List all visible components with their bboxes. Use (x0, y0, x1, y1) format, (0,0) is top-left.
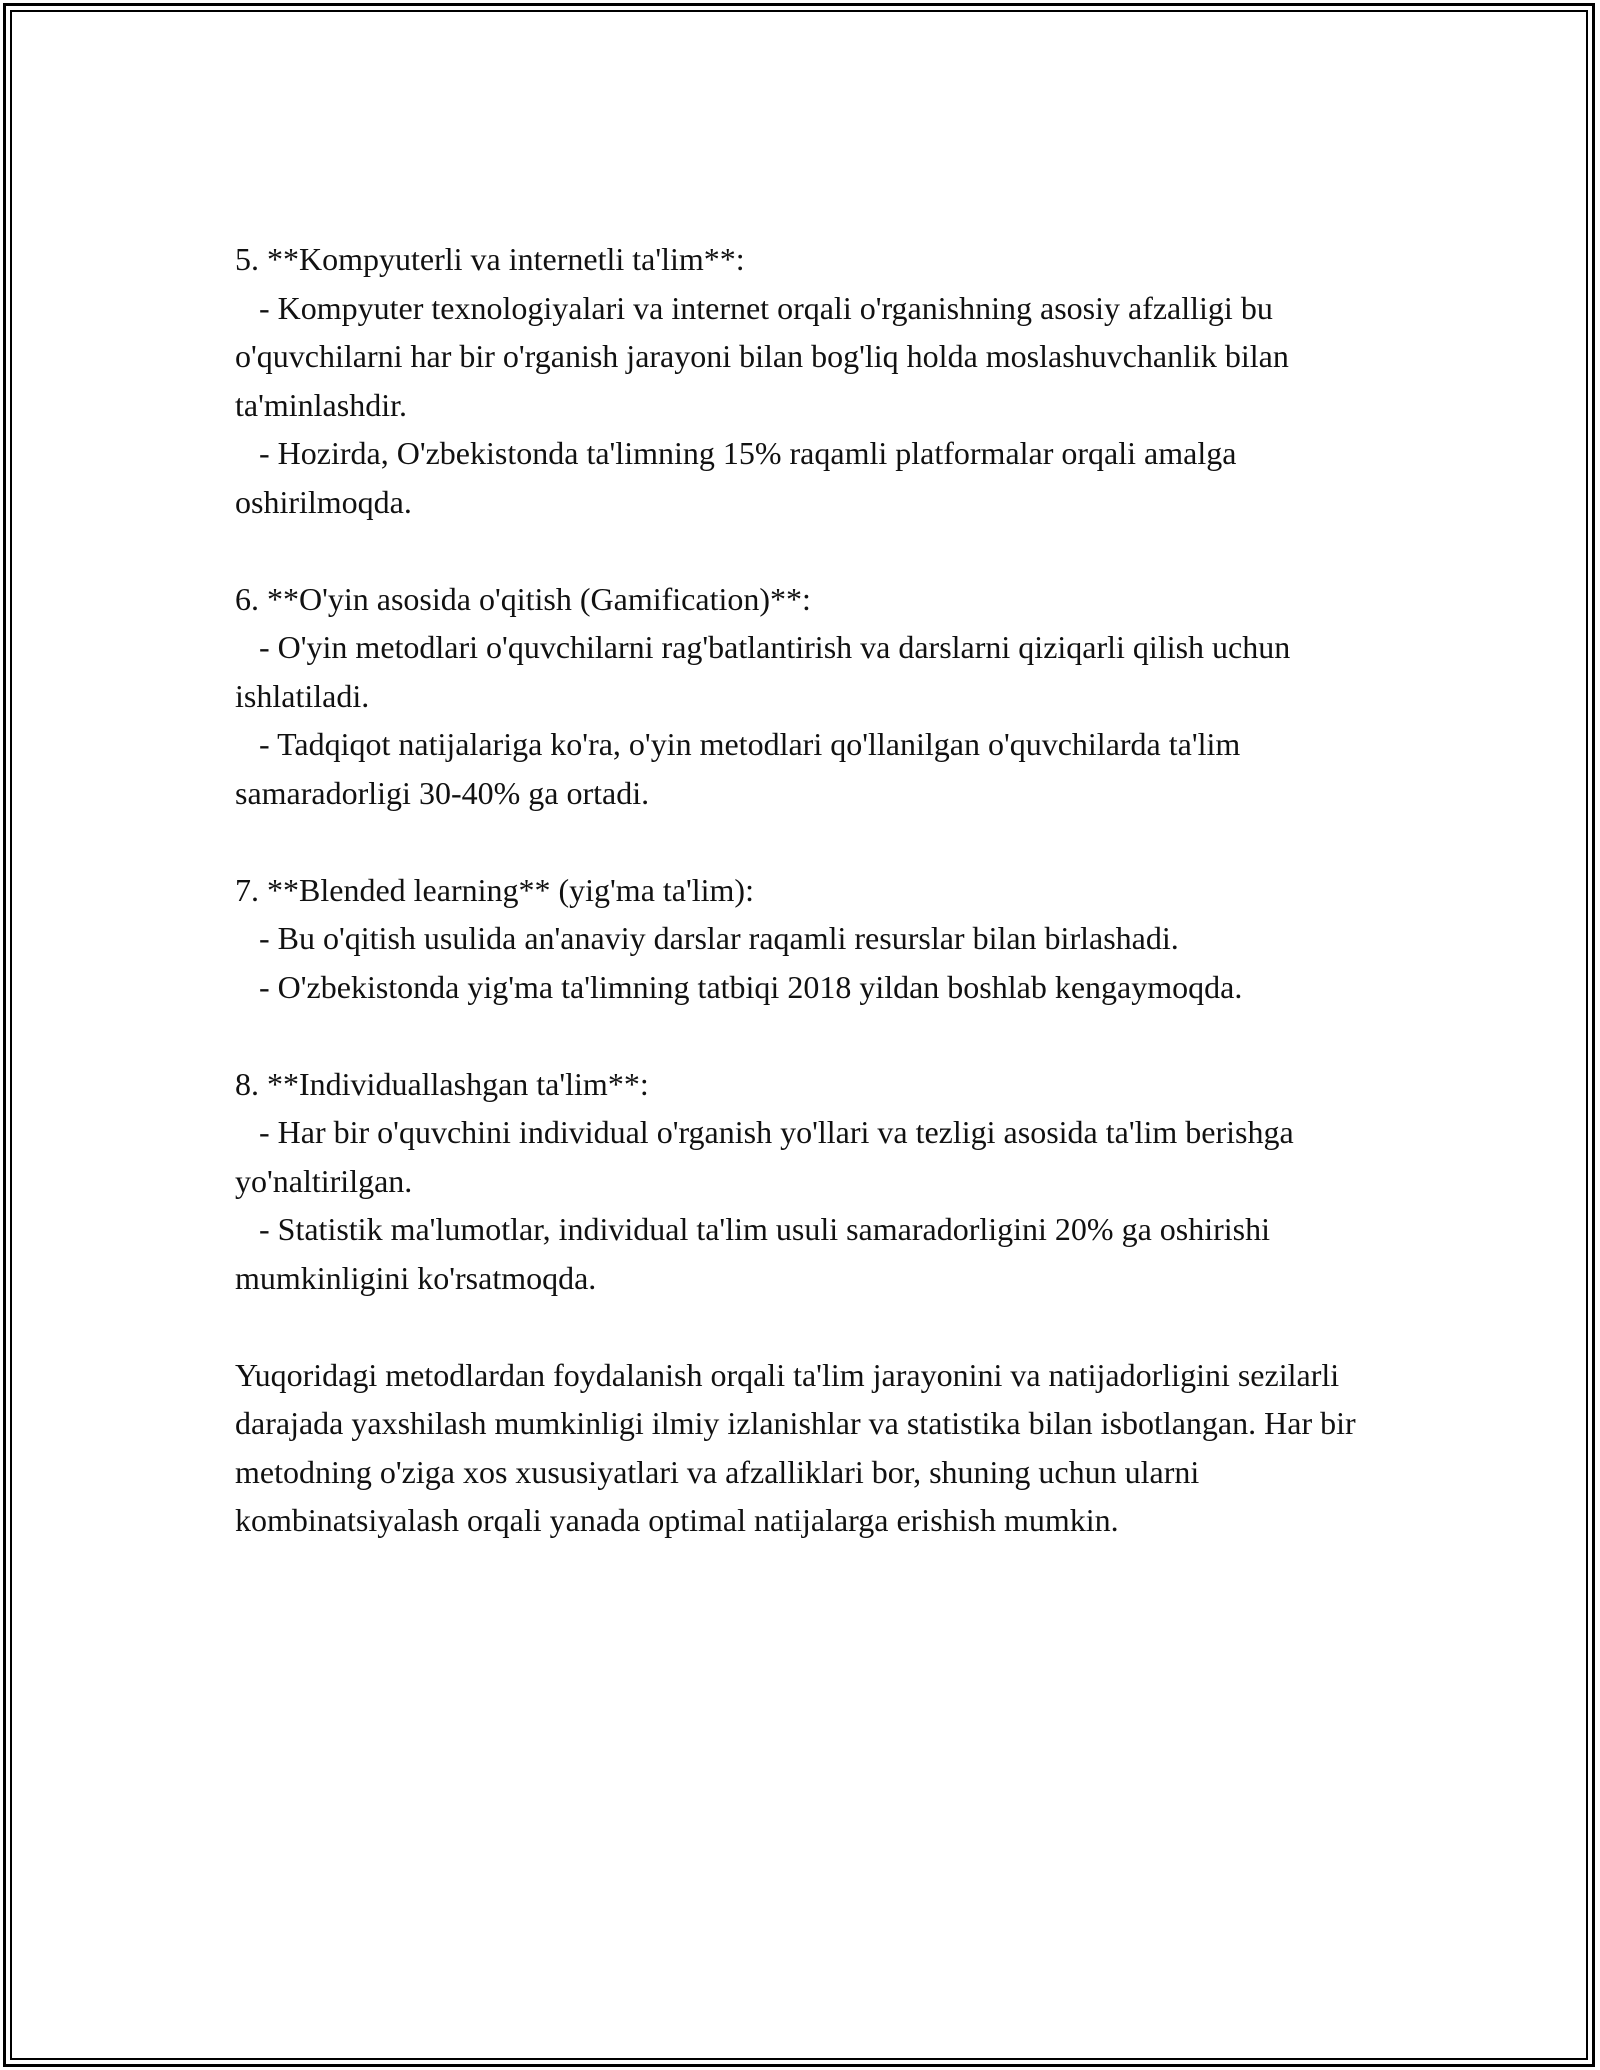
section-7 (235, 866, 1365, 1012)
spacer (235, 1302, 1365, 1351)
section-heading: 5. **Kompyuterli va internetli ta'lim**: (235, 241, 745, 277)
section-bullet: - O'yin metodlari o'quvchilarni rag'batlantirish va darslarni qiziqarli qilish uchun ishlatiladi. (235, 629, 1291, 714)
section-5 (235, 235, 1365, 526)
section-heading: 8. **Individuallashgan ta'lim**: (235, 1065, 649, 1102)
section-bullet: - Hozirda, O'zbekistonda ta'limning 15% raqamli platformalar orqali amalga oshirilmoqda. (235, 435, 1237, 520)
section-bullet: - Bu o'qitish usulida an'anaviy darslar raqamli resurslar bilan birlashadi. (259, 920, 1179, 956)
section-bullet: - Tadqiqot natijalariga ko'ra, o'yin metodlari qo'llanilgan o'quvchilarda ta'lim samaradorligi 30-40% ga ortadi. (235, 726, 1241, 811)
spacer (235, 817, 1365, 866)
conclusion-paragraph: Yuqoridagi metodlardan foydalanish orqali ta'lim jarayonini va natijadorligini sezilarli darajada yaxshilash mumkinligi ilmiy izlanishlar va statistika bilan isbotlangan. Har bir metodning o'ziga xos xususiyatlari va afzalliklari bor, shuning uchun ularni kombinatsiyalash orqali yanada optimal natijalarga erishish mumkin. (235, 1356, 1356, 1538)
section-heading: 6. **O'yin asosida o'qitish (Gamification)**: (235, 580, 811, 617)
section-bullet: - Kompyuter texnologiyalari va internet orqali o'rganishning asosiy afzalligi bu o'quvchilarni har bir o'rganish jarayoni bilan bog'liq holda moslashuvchanlik bilan ta'minlashdir. (235, 289, 1289, 423)
section-8 (235, 1060, 1365, 1303)
section-bullet: - Har bir o'quvchini individual o'rganish yo'llari va tezligi asosida ta'lim berishga yo'naltirilgan. (235, 1114, 1294, 1199)
spacer (235, 1011, 1365, 1060)
spacer (235, 526, 1365, 575)
section-6 (235, 575, 1365, 818)
section-heading: 7. **Blended learning** (yig'ma ta'lim): (235, 871, 754, 908)
document-body (235, 235, 1365, 1545)
section-bullet: - O'zbekistonda yig'ma ta'limning tatbiqi 2018 yildan boshlab kengaymoqda. (259, 968, 1243, 1005)
section-bullet: - Statistik ma'lumotlar, individual ta'lim usuli samaradorligini 20% ga oshirishi mumkinligini ko'rsatmoqda. (235, 1211, 1271, 1296)
